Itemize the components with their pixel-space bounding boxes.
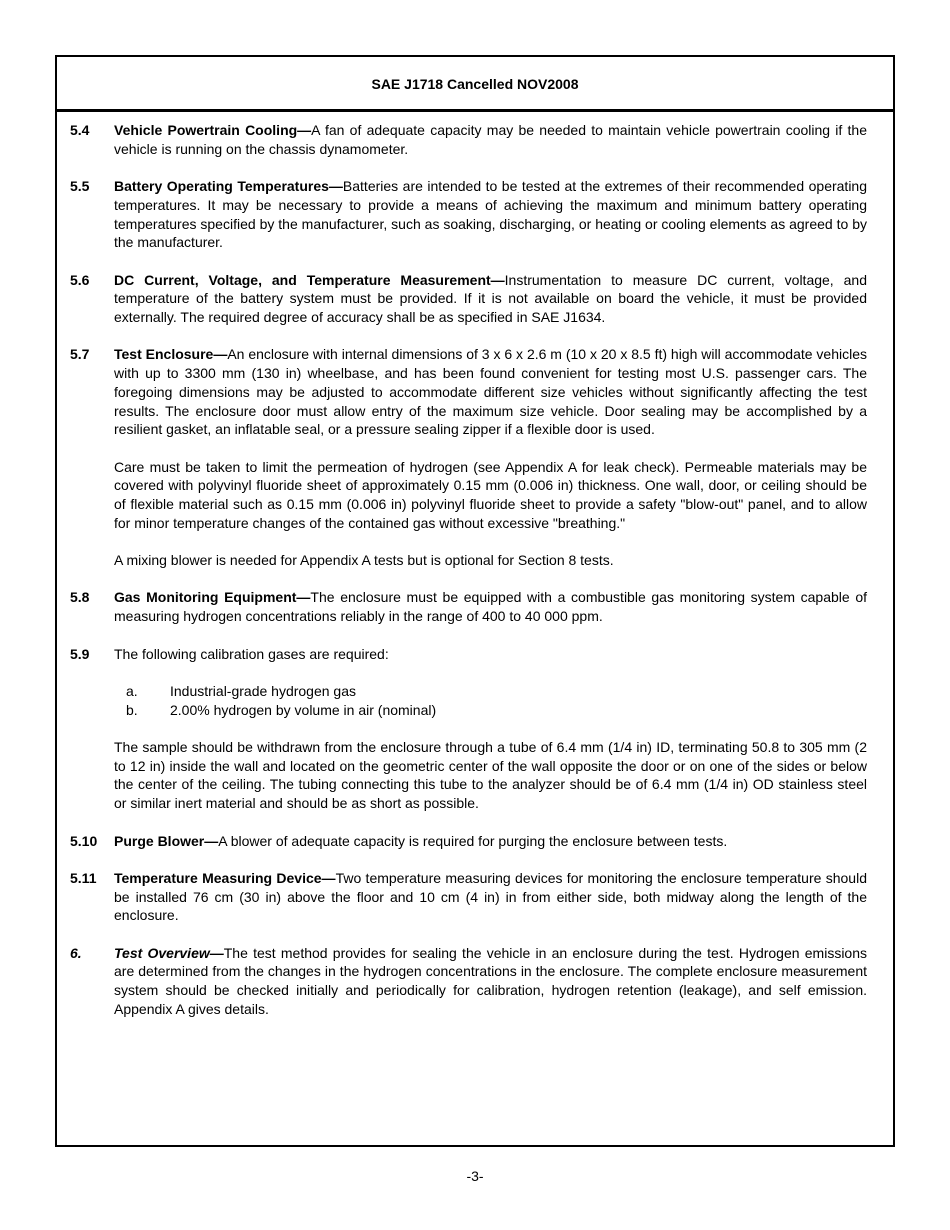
section-5-6 — [70, 271, 867, 327]
section-heading: Gas Monitoring Equipment— — [114, 589, 311, 606]
section-number: 5.9 — [70, 645, 90, 662]
section-5-4 — [70, 121, 867, 158]
section-heading: Temperature Measuring Device— — [114, 869, 336, 886]
section-text: Batteries are intended to be tested at the extremes of their recommended operating temperatures. It may be necessary to provide a means of achieving the maximum and minimum battery operating temperatures specified by the manufacturer, such as soaking, discharging, or heating or cooling elements as agreed to by the manufacturer. — [114, 178, 867, 251]
paragraph — [114, 271, 867, 327]
paragraph: Care must be taken to limit the permeation of hydrogen (see Appendix A for leak check). Permeable materials may be covered with polyvinyl fluoride sheet of approximately 0.15 mm (0.006 in) thickness. One wall, door, or ceiling should be of flexible material such as 0.15 mm (0.006 in) polyvinyl fluoride sheet to provide a safety "blow-out" panel, and to allow for minor temperature changes of the contained gas without excessive "breathing." — [114, 458, 867, 531]
document-body — [57, 112, 893, 1019]
section-number: 5.7 — [70, 346, 90, 363]
section-6 — [70, 944, 867, 1019]
section-body — [114, 271, 867, 327]
section-text: An enclosure with internal dimensions of 3 x 6 x 2.6 m (10 x 20 x 8.5 ft) high will accommodate vehicles with up to 3300 mm (130 in) wheelbase, and has been found convenient for testing most U.S. passenger cars. The foregoing dimensions may be adjusted to accommodate different size vehicles without significantly affecting the test results. The enclosure door must allow entry of the maximum size vehicle. Door sealing may be accomplished by a resilient gasket, an inflatable seal, or a pressure sealing zipper if a flexible door is used. — [114, 346, 867, 438]
section-5-11 — [70, 869, 867, 925]
paragraph — [114, 832, 867, 851]
section-number: 5.6 — [70, 271, 90, 288]
paragraph — [114, 645, 867, 664]
section-body — [114, 121, 867, 158]
list-item — [126, 701, 867, 720]
section-heading: Test Overview— — [114, 944, 224, 961]
list-item — [126, 682, 867, 701]
section-number: 5.4 — [70, 122, 90, 138]
section-body — [114, 832, 867, 851]
section-heading: Test Enclosure— — [114, 346, 228, 363]
section-body — [114, 869, 867, 925]
section-5-8 — [70, 588, 867, 625]
section-text: The test method provides for sealing the vehicle in an enclosure during the test. Hydrogen emissions are determined from the changes in the hydrogen concentrations in the enclosure. The complete enclosure measurement system should be checked initially and periodically for calibration, hydrogen retention (leakage), and self emission. Appendix A gives details. — [114, 944, 867, 1017]
section-text: Two temperature measuring devices for monitoring the enclosure temperature should be installed 76 cm (30 in) above the floor and 10 cm (4 in) in from either side, both midway along the length of the enclosure. — [114, 869, 867, 924]
calibration-gas-list — [114, 682, 867, 719]
section-number: 5.11 — [70, 869, 97, 886]
paragraph — [114, 944, 867, 1019]
document-title: SAE J1718 Cancelled NOV2008 — [371, 76, 579, 92]
page-number: -3- — [466, 1168, 484, 1184]
page-header — [57, 57, 893, 112]
section-text: The enclosure must be equipped with a combustible gas monitoring system capable of measuring hydrogen concentrations reliably in the range of 400 to 40 000 ppm. — [114, 589, 868, 625]
paragraph: A mixing blower is needed for Appendix A tests but is optional for Section 8 tests. — [114, 552, 614, 569]
list-marker: b. — [126, 701, 138, 718]
section-text: Instrumentation to measure DC current, voltage, and temperature of the battery system must be provided. If it is not available on board the vehicle, it must be provided externally. The required degree of accuracy shall be as specified in SAE J1634. — [114, 271, 867, 325]
list-text: 2.00% hydrogen by volume in air (nominal) — [170, 701, 437, 718]
section-5-7 — [70, 345, 867, 569]
paragraph — [114, 177, 867, 252]
section-heading: Purge Blower— — [114, 832, 219, 849]
section-heading: Vehicle Powertrain Cooling— — [114, 122, 312, 138]
section-text: A blower of adequate capacity is required for purging the enclosure between tests. — [218, 832, 728, 849]
section-text: The following calibration gases are required: — [114, 645, 389, 662]
section-heading: DC Current, Voltage, and Temperature Measurement— — [114, 271, 505, 288]
list-marker: a. — [126, 682, 138, 699]
paragraph — [114, 345, 867, 439]
section-body — [114, 177, 867, 252]
section-text: A fan of adequate capacity may be needed to maintain vehicle powertrain cooling if the vehicle is running on the chassis dynamometer. — [114, 122, 867, 157]
section-5-5 — [70, 177, 867, 252]
section-5-9 — [70, 645, 867, 813]
section-body — [114, 944, 867, 1019]
paragraph — [114, 121, 867, 158]
paragraph: The sample should be withdrawn from the enclosure through a tube of 6.4 mm (1/4 in) ID, terminating 50.8 to 305 mm (2 to 12 in) inside the wall and located on the geometric center of the wall opposite the door or on one of the sides or below the center of the ceiling. The tubing connecting this tube to the analyzer should be of 6.4 mm (1/4 in) OD stainless steel or similar inert material and should be as short as possible. — [114, 739, 867, 812]
section-body — [114, 645, 867, 813]
section-number: 5.10 — [70, 832, 98, 849]
section-number: 5.8 — [70, 589, 90, 606]
section-body — [114, 588, 867, 625]
section-5-10 — [70, 832, 867, 851]
page-frame — [55, 55, 895, 1147]
paragraph — [114, 588, 867, 625]
paragraph — [114, 869, 867, 925]
section-number: 6. — [70, 944, 82, 961]
list-text: Industrial-grade hydrogen gas — [170, 682, 357, 699]
section-heading: Battery Operating Temperatures— — [114, 178, 343, 195]
section-number: 5.5 — [70, 178, 90, 195]
section-body — [114, 345, 867, 569]
